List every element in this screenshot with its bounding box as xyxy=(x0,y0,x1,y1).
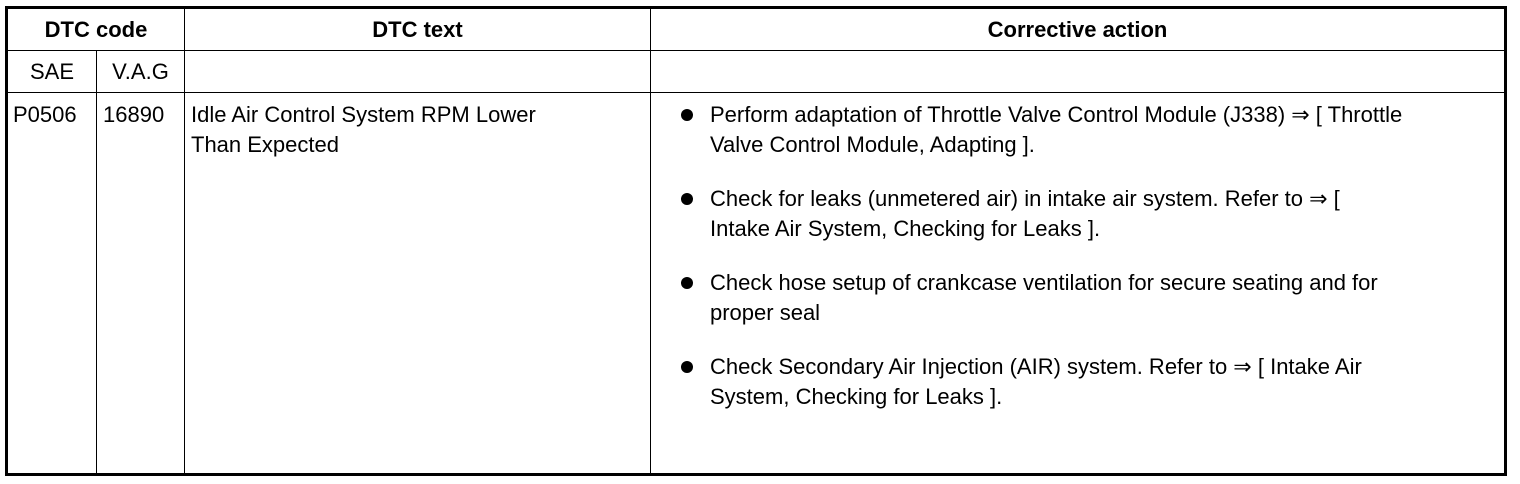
action-line: Valve Control Module, Adapting ]. xyxy=(710,132,1035,157)
text-action-divider xyxy=(650,9,651,473)
header-dtc-code: DTC code xyxy=(44,17,148,42)
action-line: Perform adaptation of Throttle Valve Control Module (J338) ⇒ [ Throttle xyxy=(710,102,1403,127)
action-item xyxy=(666,184,1504,244)
sae-vag-divider xyxy=(96,50,97,473)
subheader-vag: V.A.G xyxy=(112,59,169,84)
action-item xyxy=(666,268,1504,328)
action-item xyxy=(666,100,1504,160)
header-dtc-text: DTC text xyxy=(372,17,463,42)
bullet-icon xyxy=(681,193,693,205)
row-vag-code: 16890 xyxy=(103,102,165,127)
bullet-icon xyxy=(681,109,693,121)
action-line: System, Checking for Leaks ]. xyxy=(710,384,1003,409)
code-text-divider xyxy=(184,9,185,473)
action-item xyxy=(666,352,1504,412)
row-dtc-text xyxy=(191,100,646,160)
action-line: proper seal xyxy=(710,300,821,325)
action-line: Check for leaks (unmetered air) in intake air system. Refer to ⇒ [ xyxy=(710,186,1340,211)
action-line: Check Secondary Air Injection (AIR) system. Refer to ⇒ [ Intake Air xyxy=(710,354,1362,379)
action-line: Intake Air System, Checking for Leaks ]. xyxy=(710,216,1101,241)
dtc-text-line: Idle Air Control System RPM Lower xyxy=(191,102,536,127)
corrective-action-list xyxy=(666,100,1504,436)
header-divider xyxy=(8,50,1504,51)
dtc-text-line: Than Expected xyxy=(191,132,339,157)
row-sae-code: P0506 xyxy=(13,102,77,127)
dtc-table xyxy=(5,6,1507,476)
subheader-sae: SAE xyxy=(29,59,75,84)
bullet-icon xyxy=(681,277,693,289)
subheader-divider xyxy=(8,92,1504,93)
bullet-icon xyxy=(681,361,693,373)
action-line: Check hose setup of crankcase ventilation for secure seating and for xyxy=(710,270,1378,295)
header-corrective-action: Corrective action xyxy=(987,17,1168,42)
